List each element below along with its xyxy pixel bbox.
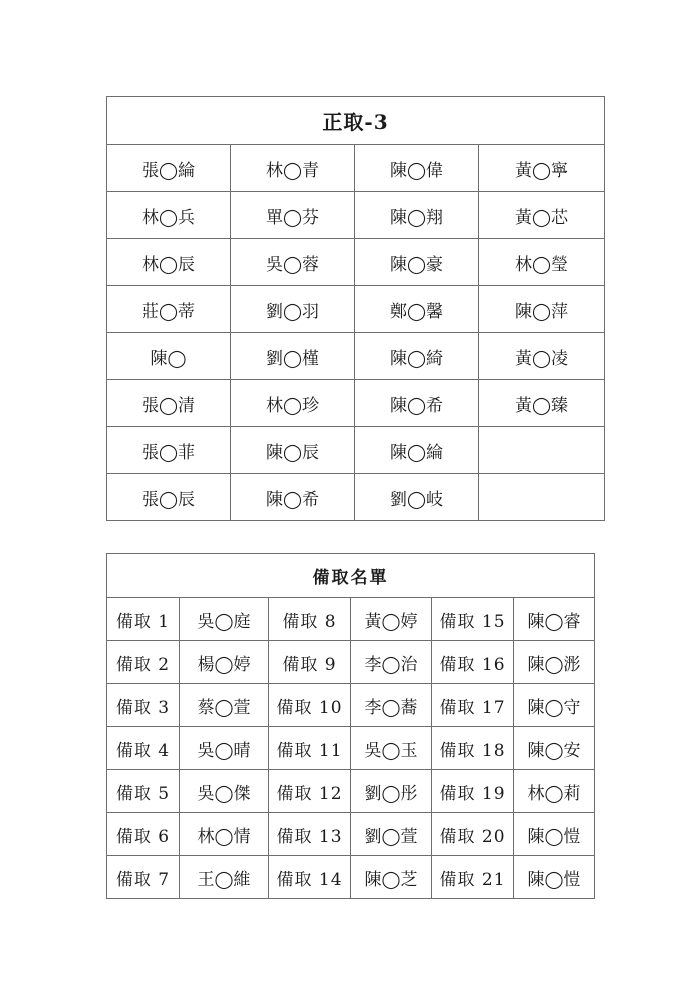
waitlist-rank-label: 備取 15 xyxy=(432,598,514,641)
waitlist-name-cell: 陳◯安 xyxy=(514,727,595,770)
waitlist-row xyxy=(107,727,595,770)
waitlist-rank-label: 備取 8 xyxy=(269,598,351,641)
admitted-name-cell: 吳◯蓉 xyxy=(231,239,355,286)
waitlist-name-cell: 李◯蕎 xyxy=(351,684,432,727)
admitted-name-cell: 莊◯蒂 xyxy=(107,286,231,333)
admitted-name-cell: 陳◯綸 xyxy=(355,427,479,474)
admitted-name-cell: 陳◯綺 xyxy=(355,333,479,380)
waitlist-name-cell: 劉◯彤 xyxy=(351,770,432,813)
admitted-name-cell: 陳◯ xyxy=(107,333,231,380)
admitted-name-cell: 陳◯翔 xyxy=(355,192,479,239)
admitted-row xyxy=(107,286,605,333)
waitlist-name-cell: 陳◯愷 xyxy=(514,856,595,899)
waitlist-rank-label: 備取 18 xyxy=(432,727,514,770)
waitlist-name-cell: 陳◯愷 xyxy=(514,813,595,856)
waitlist-rank-label: 備取 1 xyxy=(107,598,180,641)
waitlist-rank-label: 備取 16 xyxy=(432,641,514,684)
waitlist-rank-label: 備取 9 xyxy=(269,641,351,684)
waitlist-row xyxy=(107,684,595,727)
admitted-name-cell: 陳◯希 xyxy=(355,380,479,427)
admitted-name-cell: 林◯青 xyxy=(231,145,355,192)
admitted-name-cell: 黃◯寧 xyxy=(479,145,605,192)
admitted-table xyxy=(106,96,605,521)
waitlist-rank-label: 備取 7 xyxy=(107,856,180,899)
waitlist-row xyxy=(107,641,595,684)
admitted-name-cell: 陳◯希 xyxy=(231,474,355,521)
admitted-name-cell: 陳◯辰 xyxy=(231,427,355,474)
admitted-row xyxy=(107,427,605,474)
waitlist-rank-label: 備取 12 xyxy=(269,770,351,813)
waitlist-rank-label: 備取 21 xyxy=(432,856,514,899)
waitlist-name-cell: 陳◯浵 xyxy=(514,641,595,684)
waitlist-rank-label: 備取 19 xyxy=(432,770,514,813)
admitted-name-cell: 劉◯岐 xyxy=(355,474,479,521)
admitted-name-cell: 黃◯凌 xyxy=(479,333,605,380)
admitted-name-cell: 單◯芬 xyxy=(231,192,355,239)
waitlist-name-cell: 吳◯傑 xyxy=(180,770,269,813)
admitted-name-cell xyxy=(479,474,605,521)
waitlist-title: 備取名單 xyxy=(107,554,595,598)
waitlist-name-cell: 林◯情 xyxy=(180,813,269,856)
admitted-name-cell: 張◯綸 xyxy=(107,145,231,192)
admitted-name-cell: 張◯菲 xyxy=(107,427,231,474)
waitlist-name-cell: 陳◯芝 xyxy=(351,856,432,899)
waitlist-rank-label: 備取 11 xyxy=(269,727,351,770)
admitted-name-cell: 林◯瑩 xyxy=(479,239,605,286)
waitlist-rank-label: 備取 17 xyxy=(432,684,514,727)
waitlist-name-cell: 陳◯睿 xyxy=(514,598,595,641)
admitted-table-body xyxy=(107,97,605,521)
waitlist-table-body xyxy=(107,554,595,899)
waitlist-rank-label: 備取 2 xyxy=(107,641,180,684)
admitted-name-cell: 陳◯萍 xyxy=(479,286,605,333)
waitlist-table xyxy=(106,553,595,899)
waitlist-name-cell: 王◯維 xyxy=(180,856,269,899)
admitted-name-cell: 張◯清 xyxy=(107,380,231,427)
admitted-row xyxy=(107,239,605,286)
waitlist-row xyxy=(107,856,595,899)
admitted-row xyxy=(107,380,605,427)
admitted-name-cell: 劉◯槿 xyxy=(231,333,355,380)
waitlist-rank-label: 備取 13 xyxy=(269,813,351,856)
waitlist-rank-label: 備取 4 xyxy=(107,727,180,770)
admitted-row xyxy=(107,192,605,239)
admitted-row xyxy=(107,474,605,521)
waitlist-name-cell: 吳◯庭 xyxy=(180,598,269,641)
waitlist-rank-label: 備取 14 xyxy=(269,856,351,899)
waitlist-name-cell: 陳◯守 xyxy=(514,684,595,727)
admitted-name-cell: 劉◯羽 xyxy=(231,286,355,333)
admitted-title: 正取-3 xyxy=(107,97,605,145)
waitlist-name-cell: 劉◯萱 xyxy=(351,813,432,856)
waitlist-rank-label: 備取 5 xyxy=(107,770,180,813)
admitted-name-cell: 陳◯偉 xyxy=(355,145,479,192)
admitted-name-cell: 黃◯芯 xyxy=(479,192,605,239)
waitlist-name-cell: 楊◯婷 xyxy=(180,641,269,684)
admitted-row xyxy=(107,145,605,192)
admitted-name-cell: 張◯辰 xyxy=(107,474,231,521)
waitlist-name-cell: 林◯莉 xyxy=(514,770,595,813)
waitlist-row xyxy=(107,813,595,856)
admitted-name-cell: 陳◯豪 xyxy=(355,239,479,286)
waitlist-rank-label: 備取 3 xyxy=(107,684,180,727)
admitted-name-cell: 鄭◯馨 xyxy=(355,286,479,333)
waitlist-row xyxy=(107,770,595,813)
waitlist-title-row xyxy=(107,554,595,598)
waitlist-rank-label: 備取 6 xyxy=(107,813,180,856)
admitted-title-row xyxy=(107,97,605,145)
admitted-name-cell: 林◯兵 xyxy=(107,192,231,239)
admitted-row xyxy=(107,333,605,380)
waitlist-name-cell: 黃◯婷 xyxy=(351,598,432,641)
waitlist-name-cell: 吳◯晴 xyxy=(180,727,269,770)
admitted-name-cell: 林◯辰 xyxy=(107,239,231,286)
admitted-name-cell: 黃◯臻 xyxy=(479,380,605,427)
waitlist-name-cell: 蔡◯萱 xyxy=(180,684,269,727)
admitted-name-cell: 林◯珍 xyxy=(231,380,355,427)
waitlist-rank-label: 備取 20 xyxy=(432,813,514,856)
waitlist-name-cell: 吳◯玉 xyxy=(351,727,432,770)
waitlist-rank-label: 備取 10 xyxy=(269,684,351,727)
waitlist-name-cell: 李◯治 xyxy=(351,641,432,684)
waitlist-row xyxy=(107,598,595,641)
admitted-name-cell xyxy=(479,427,605,474)
